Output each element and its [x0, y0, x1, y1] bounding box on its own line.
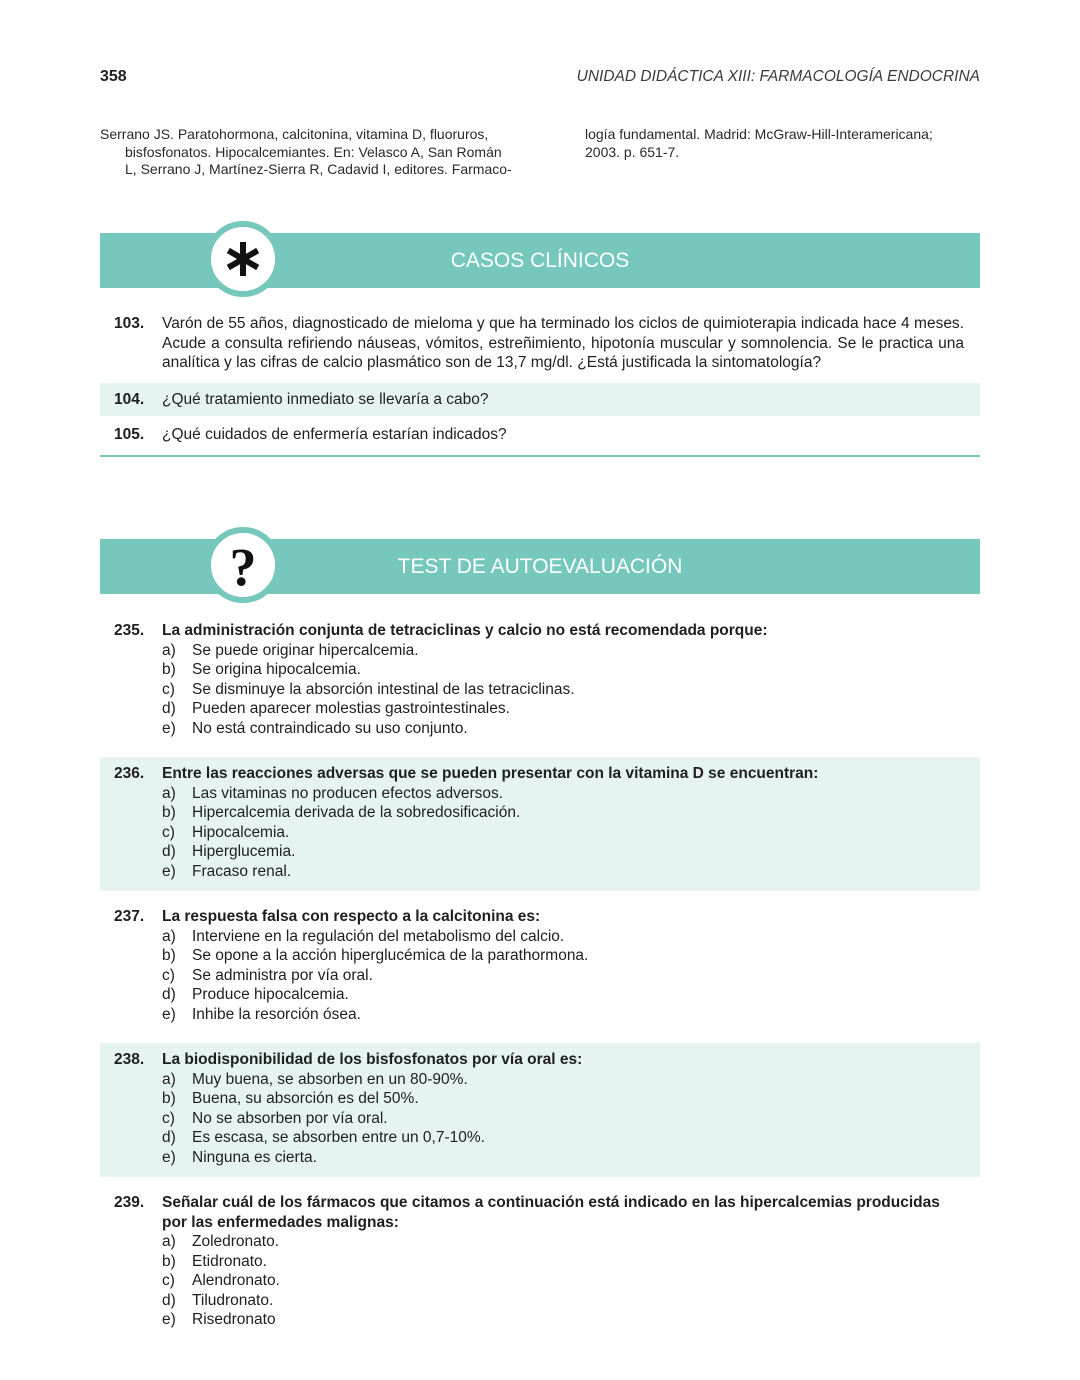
- self-test-list: [100, 614, 980, 1340]
- answer-option: [162, 823, 964, 843]
- answer-option: [162, 660, 964, 680]
- answer-option: [162, 1148, 964, 1168]
- question-block: [100, 900, 980, 1034]
- question-block: [100, 1043, 980, 1177]
- option-letter: a): [162, 784, 176, 802]
- option-text: Es escasa, se absorben entre un 0,7-10%.: [192, 1129, 485, 1146]
- option-letter: d): [162, 843, 176, 860]
- svg-text:?: ?: [229, 539, 257, 591]
- question-block: [100, 757, 980, 891]
- option-text: Se administra por vía oral.: [192, 966, 373, 984]
- reference-left-column: [100, 126, 520, 179]
- option-letter: d): [162, 1291, 176, 1309]
- option-letter: a): [162, 1233, 176, 1250]
- case-item: [100, 416, 980, 455]
- option-text: Se disminuye la absorción intestinal de las tetraciclinas.: [192, 680, 575, 698]
- option-letter: c): [162, 1109, 175, 1127]
- option-text: Tiludronato.: [192, 1291, 274, 1309]
- clinical-cases-banner: [100, 233, 980, 288]
- answer-option: [162, 966, 964, 986]
- question-stem: Señalar cuál de los fármacos que citamos a continuación está indicado en las hipercalcemias producidas por las enfermedades malignas:: [162, 1194, 940, 1231]
- option-letter: c): [162, 966, 175, 984]
- self-test-title: TEST DE AUTOEVALUACIÓN: [397, 555, 683, 578]
- answer-option: [162, 862, 964, 882]
- option-text: Hiperglucemia.: [192, 843, 296, 860]
- reference-line: 2003. p. 651-7.: [585, 143, 680, 160]
- question-number: 235.: [114, 622, 145, 639]
- option-letter: a): [162, 1070, 176, 1088]
- case-text: Varón de 55 años, diagnosticado de mieloma y que ha terminado los ciclos de quimioterapia indicada hace 4 meses. Acude a consulta refiriendo náuseas, vómitos, estreñimiento, hipotonía muscular y somnolencia. Se le practica una analítica y las cifras de calcio plasmático son de 13,7 mg/dl. ¿Está justificada la sintomatología?: [162, 315, 964, 371]
- option-letter: d): [162, 1129, 176, 1146]
- answer-option: [162, 1252, 964, 1272]
- case-number: 103.: [114, 315, 145, 332]
- question-stem: La biodisponibilidad de los bisfosfonatos por vía oral es:: [162, 1051, 583, 1068]
- option-text: No se absorben por vía oral.: [192, 1109, 388, 1127]
- answer-option: [162, 641, 964, 661]
- option-letter: e): [162, 1005, 176, 1023]
- case-number: 104.: [114, 390, 145, 408]
- answer-option: [162, 1005, 964, 1025]
- section-divider: [100, 455, 980, 457]
- reference-right-column: [585, 126, 980, 161]
- option-text: Fracaso renal.: [192, 862, 292, 880]
- option-letter: b): [162, 661, 176, 678]
- answer-option: [162, 1070, 964, 1090]
- option-letter: c): [162, 823, 175, 841]
- option-text: Hipocalcemia.: [192, 823, 290, 841]
- case-text: ¿Qué tratamiento inmediato se llevaría a cabo?: [162, 390, 489, 408]
- self-test-banner: [100, 539, 980, 594]
- option-text: Hipercalcemia derivada de la sobredosificación.: [192, 804, 521, 821]
- question-block: [100, 1186, 980, 1340]
- question-number: 238.: [114, 1051, 145, 1068]
- option-text: Se origina hipocalcemia.: [192, 661, 361, 678]
- question-block: [100, 614, 980, 748]
- answer-option: [162, 1271, 964, 1291]
- page-number: 358: [100, 68, 127, 85]
- option-text: Pueden aparecer molestias gastrointestinales.: [192, 700, 510, 717]
- answer-option: [162, 985, 964, 1005]
- answer-option: [162, 1232, 964, 1252]
- answer-option: [162, 680, 964, 700]
- question-stem: Entre las reacciones adversas que se pueden presentar con la vitamina D se encuentran:: [162, 765, 819, 782]
- option-text: Risedronato: [192, 1311, 276, 1328]
- option-text: Produce hipocalcemia.: [192, 986, 349, 1003]
- answer-option: [162, 927, 964, 947]
- option-letter: b): [162, 947, 176, 964]
- option-letter: e): [162, 1148, 176, 1166]
- option-letter: b): [162, 804, 176, 821]
- answer-option: [162, 842, 964, 862]
- option-text: Alendronato.: [192, 1272, 280, 1289]
- answer-option: [162, 1109, 964, 1129]
- case-item: [100, 307, 980, 380]
- option-text: Buena, su absorción es del 50%.: [192, 1090, 419, 1107]
- option-letter: b): [162, 1090, 176, 1107]
- question-number: 237.: [114, 908, 145, 925]
- answer-option: [162, 1291, 964, 1311]
- clinical-cases-list: [100, 307, 980, 457]
- reference-line: bisfosfonatos. Hipocalcemiantes. En: Velasco A, San Román: [125, 143, 502, 160]
- option-letter: e): [162, 719, 176, 737]
- option-text: Muy buena, se absorben en un 80-90%.: [192, 1070, 468, 1088]
- question-number: 236.: [114, 765, 145, 782]
- option-letter: a): [162, 641, 176, 659]
- answer-option: [162, 803, 964, 823]
- answer-option: [162, 1310, 964, 1330]
- option-text: Las vitaminas no producen efectos adversos.: [192, 784, 504, 802]
- reference-line: L, Serrano J, Martínez-Sierra R, Cadavid I, editores. Farmaco-: [125, 161, 512, 177]
- option-letter: e): [162, 862, 176, 880]
- reference-line: Serrano JS. Paratohormona, calcitonina, vitamina D, fluoruros,: [100, 126, 489, 142]
- answer-option: [162, 719, 964, 739]
- option-letter: e): [162, 1311, 176, 1328]
- option-letter: c): [162, 680, 175, 698]
- option-text: No está contraindicado su uso conjunto.: [192, 719, 468, 737]
- option-text: Ninguna es cierta.: [192, 1148, 317, 1166]
- option-letter: c): [162, 1272, 175, 1289]
- answer-option: [162, 784, 964, 804]
- option-text: Interviene en la regulación del metabolismo del calcio.: [192, 927, 565, 945]
- question-stem: La respuesta falsa con respecto a la calcitonina es:: [162, 908, 541, 925]
- option-letter: a): [162, 927, 176, 945]
- option-text: Se opone a la acción hiperglucémica de la parathormona.: [192, 947, 589, 964]
- running-title: UNIDAD DIDÁCTICA XIII: FARMACOLOGÍA ENDOCRINA: [576, 68, 980, 85]
- option-letter: b): [162, 1252, 176, 1270]
- case-item: [100, 383, 980, 417]
- case-text: ¿Qué cuidados de enfermería estarían indicados?: [162, 426, 507, 443]
- option-text: Se puede originar hipercalcemia.: [192, 641, 419, 659]
- reference-line: logía fundamental. Madrid: McGraw-Hill-Interamericana;: [585, 126, 933, 142]
- option-text: Inhibe la resorción ósea.: [192, 1005, 361, 1023]
- answer-option: [162, 946, 964, 966]
- case-number: 105.: [114, 426, 145, 443]
- option-text: Etidronato.: [192, 1252, 267, 1270]
- answer-option: [162, 1128, 964, 1148]
- option-letter: d): [162, 986, 176, 1003]
- answer-option: [162, 699, 964, 719]
- option-letter: d): [162, 700, 176, 717]
- answer-option: [162, 1089, 964, 1109]
- question-stem: La administración conjunta de tetraciclinas y calcio no está recomendada porque:: [162, 622, 768, 639]
- question-number: 239.: [114, 1194, 145, 1211]
- option-text: Zoledronato.: [192, 1233, 280, 1250]
- clinical-cases-title: CASOS CLÍNICOS: [450, 249, 630, 272]
